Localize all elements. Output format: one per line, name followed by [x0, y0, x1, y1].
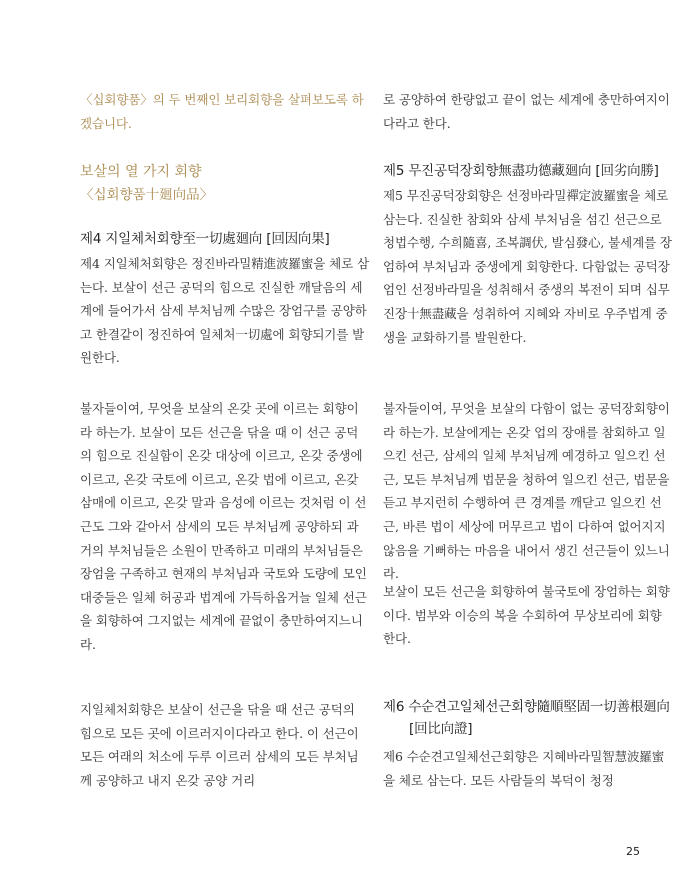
paragraph-4-3: 지일체처회향은 보살이 선근을 닦을 때 선근 공덕의 힘으로 모든 곳에 이르러지이다라고 한다. 이 선근이 모든 여래의 처소에 두루 이르러 삼세의 모든 부처님께 공양하고 내지 온갖 공양 거리 — [80, 702, 359, 788]
heading-6-line-1: 제6 수순견고일체선근회향隨順堅固一切善根廻向 — [383, 699, 670, 715]
paragraph-5-3: 보살이 모든 선근을 회향하여 불국토에 장엄하는 회향이다. 범부와 이승의 복을 수회하여 무상보리에 회향한다. — [383, 584, 670, 647]
section-title: 보살의 열 가지 회향 — [80, 164, 202, 180]
continued-paragraph: 로 공양하여 한량없고 끝이 없는 세계에 충만하여지이다라고 한다. — [383, 92, 670, 131]
intro-paragraph: 〈십회향품〉의 두 번째인 보리회향을 살펴보도록 하겠습니다. — [80, 92, 364, 131]
heading-6 — [383, 696, 673, 740]
paragraph-4-2: 불자들이여, 무엇을 보살의 온갖 곳에 이르는 회향이라 하는가. 보살이 모든 선근을 닦을 때 이 선근 공덕의 힘으로 진실함이 온갖 대상에 이르고, 온갖 중생에 이르고, 온갖 국토에 이르고, 온갖 법에 이르고, 온갖 삼매에 이르고, 온갖 말과 음성에 이르는 것처럼 이 선근도 그와 같아서 삼세의 모든 부처님께 공양하되 과거의 부처님들은 소원이 만족하고 미래의 부처님들은 장엄을 구족하고 현재의 부처님과 국토와 도량에 모인 대중들은 일체 허공과 법계에 가득하옵거늘 일체 선근을 회향하여 그지없는 세계에 끝없이 충만하여지느니라. — [80, 401, 367, 652]
paragraph-6-1: 제6 수순견고일체선근회향은 지혜바라밀智慧波羅蜜을 체로 삼는다. 모든 사람들의 복덕이 청정 — [383, 749, 665, 788]
paragraph-5-1: 제5 무진공덕장회향은 선정바라밀禪定波羅蜜을 체로 삼는다. 진실한 참회와 삼세 부처님을 섬긴 선근으로 청법수행, 수희隨喜, 조복調伏, 발심發心, 불세계를 장엄하여 부처님과 중생에게 회향한다. 다함없는 공덕장엄인 선정바라밀을 성취해서 중생의 복전이 되며 십무진장十無盡藏을 성취하여 지혜와 자비로 우주법계 중생을 교화하기를 발원한다. — [383, 188, 672, 345]
heading-5: 제5 무진공덕장회향無盡功德藏廻向 [回劣向勝] — [383, 163, 659, 179]
paragraph-4-1: 제4 지일체처회향은 정진바라밀精進波羅蜜을 체로 삼는다. 보살이 선근 공덕의 힘으로 진실한 깨달음의 세계에 들어가서 삼세 부처님께 수많은 장엄구를 공양하고 한결같이 정진하여 일체처一切處에 회향되기를 발원한다. — [80, 256, 369, 366]
paragraph-5-2: 불자들이여, 무엇을 보살의 다함이 없는 공덕장회향이라 하는가. 보살에게는 온갖 업의 장애를 참회하고 일으킨 선근, 삼세의 일체 부처님께 예경하고 일으킨 선근, 모든 부처님께 법문을 청하여 일으킨 선근, 법문을 듣고 부지런히 수행하여 큰 경계를 깨닫고 일으킨 선근, 바른 법이 세상에 머무르고 법이 다하여 없어지지 않음을 기뻐하는 마음을 내어서 생긴 선근들이 있느니라. — [383, 401, 670, 582]
heading-4: 제4 지일체처회향至一切處廻向 [回因向果] — [80, 231, 330, 247]
heading-6-line-2: [回比向證] — [409, 721, 473, 737]
page-number: 25 — [626, 845, 640, 858]
section-subtitle: 〈십회향품十廻向品〉 — [80, 187, 214, 203]
